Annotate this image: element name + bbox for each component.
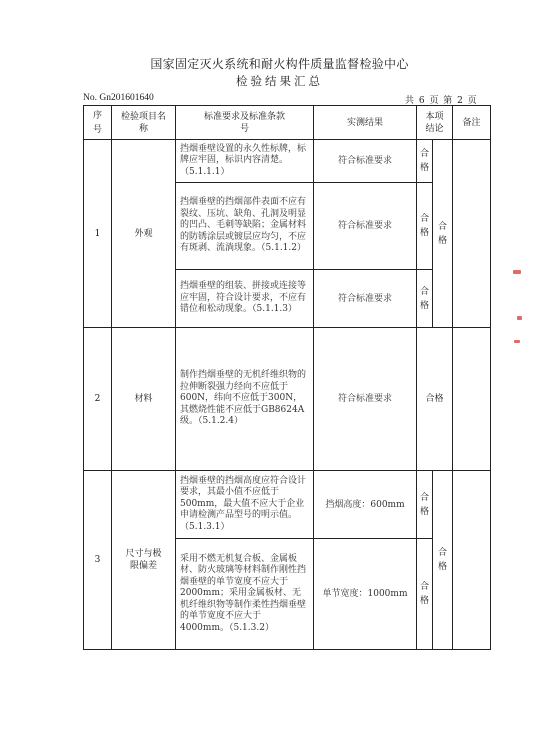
cell-standard: 采用不燃无机复合板、金属板材、防火玻璃等材料制作刚性挡烟垂壁的单节宽度不应大于2000mm；采用金属板材、无机纤维织物等制作柔性挡烟垂壁的单节宽度不应大于4000mm。（5.1.3.2） [176, 539, 314, 650]
cell-remark [453, 328, 491, 471]
header-remark: 备注 [453, 106, 491, 140]
cell-standard: 挡烟垂壁的挡烟高度应符合设计要求，其最小值不应低于500mm，最大值不应大于企业申请检测产品型号的明示值。（5.1.3.1） [176, 471, 314, 539]
cell-remark [453, 471, 491, 650]
header-seq: 序号 [84, 106, 112, 140]
cell-item: 外观 [112, 140, 176, 328]
cell-result: 符合标准要求 [314, 328, 417, 471]
table-row [84, 328, 491, 471]
cell-sub-conclusion: 合格 [417, 471, 433, 539]
cell-result: 符合标准要求 [314, 140, 417, 183]
seal-mark [517, 316, 522, 320]
table-row [84, 471, 491, 539]
seal-mark [514, 340, 520, 343]
cell-item: 材料 [112, 328, 176, 471]
cell-result: 单节宽度：1000mm [314, 539, 417, 650]
header-result: 实测结果 [314, 106, 417, 140]
table-header-row [84, 106, 491, 140]
page-info: 共 6 页 第 2 页 [405, 96, 478, 106]
cell-seq: 3 [84, 471, 112, 650]
table-row [84, 140, 491, 183]
header-standard: 标准要求及标准条款号 [176, 106, 314, 140]
cell-remark [453, 140, 491, 328]
cell-result: 符合标准要求 [314, 270, 417, 328]
header-conclusion: 本项结论 [417, 106, 453, 140]
cell-standard: 挡烟垂壁设置的永久性标牌，标牌应牢固，标识内容清楚。（5.1.1.1） [176, 140, 314, 183]
cell-overall-conclusion: 合格 [433, 471, 453, 650]
cell-standard: 制作挡烟垂壁的无机纤维织物的拉伸断裂强力经向不应低于600N，纬向不应低于300N，其燃烧性能不应低于GB8624A级。（5.1.2.4） [176, 328, 314, 471]
seal-mark [513, 270, 521, 274]
doc-title: 检验结果汇总 [236, 74, 323, 88]
cell-result: 符合标准要求 [314, 183, 417, 270]
cell-result: 挡烟高度：600mm [314, 471, 417, 539]
cell-sub-conclusion: 合格 [417, 270, 433, 328]
org-title: 国家固定灭火系统和耐火构件质量监督检验中心 [150, 57, 409, 71]
cell-standard: 挡烟垂壁的挡烟部件表面不应有裂纹、压坑、缺角、孔洞及明显的凹凸、毛刺等缺陷；金属材料的防锈涂层或镀层应均匀，不应有斑剥、流淌现象。（5.1.1.2） [176, 183, 314, 270]
cell-item: 尺寸与极限偏差 [112, 471, 176, 650]
report-number: No. Gn201601640 [83, 93, 154, 103]
cell-overall-conclusion: 合格 [433, 140, 453, 328]
cell-standard: 挡烟垂壁的组装、拼接或连接等应牢固，符合设计要求，不应有错位和松动现象。（5.1.1.3） [176, 270, 314, 328]
cell-sub-conclusion: 合格 [417, 539, 433, 650]
cell-seq: 1 [84, 140, 112, 328]
cell-sub-conclusion: 合格 [417, 183, 433, 270]
results-table [83, 105, 491, 650]
cell-sub-conclusion: 合格 [417, 140, 433, 183]
header-item: 检验项目名称 [112, 106, 176, 140]
cell-seq: 2 [84, 328, 112, 471]
cell-overall-conclusion: 合格 [417, 328, 453, 471]
